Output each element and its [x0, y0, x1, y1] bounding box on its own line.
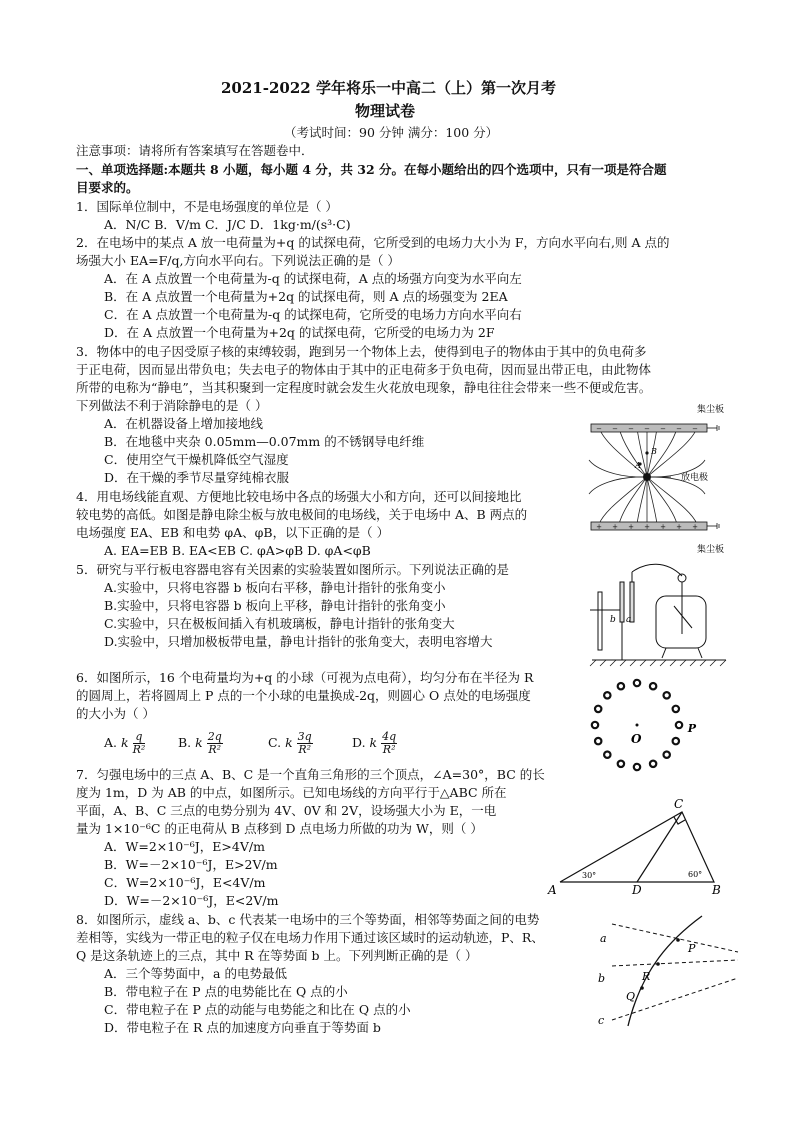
q4-discharge-electrode — [643, 473, 651, 481]
q4-point-b: B — [651, 447, 657, 456]
q7-point-a: A — [548, 883, 557, 897]
page-subtitle: 物理试卷 — [355, 102, 416, 120]
svg-text:−: − — [692, 425, 698, 433]
svg-text:−: − — [612, 425, 618, 433]
svg-text:−: − — [644, 425, 650, 433]
svg-text:−: − — [676, 425, 682, 433]
svg-text:+: + — [644, 523, 650, 531]
q6-option-a-label: A. — [104, 735, 118, 750]
q6-charge — [650, 683, 656, 689]
q6-k: k — [121, 735, 129, 750]
q7-point-b: B — [712, 883, 721, 897]
q6-charge — [604, 752, 610, 758]
svg-text:+: + — [596, 523, 602, 531]
q6-stem-3: 的大小为（ ） — [76, 706, 155, 721]
q2-option-b: B．在 A 点放置一个电荷量为+2q 的试探电荷，则 A 点的场强变为 2EA — [104, 289, 508, 304]
q6-charge — [676, 722, 682, 728]
q5-stem: 5．研究与平行板电容器电容有关因素的实验装置如图所示。下列说法正确的是 — [76, 562, 509, 577]
q6-option-a-fraction: $\frac{q}{\text{R²}}$ — [132, 730, 146, 756]
q2-stem-1: 2．在电场中的某点 A 放一电荷量为+q 的试探电荷，它所受到的电场力大小为 F，方向水平向右,则 A 点的 — [76, 235, 670, 250]
q4-point-a: A — [635, 461, 641, 470]
q4-mid-label: 放电极 — [681, 473, 709, 483]
svg-text:+: + — [660, 523, 666, 531]
svg-text:+: + — [676, 523, 682, 531]
q3-option-a: A．在机器设备上增加接地线 — [104, 416, 264, 431]
q3-option-d: D．在干燥的季节尽量穿纯棉衣服 — [104, 470, 290, 485]
q6-stem-1: 6．如图所示，16 个电荷量均为+q 的小球（可视为点电荷），均匀分布在半径为 R — [76, 670, 534, 685]
q8-label-c: c — [598, 1014, 605, 1027]
q7-stem-3: 平面，A、B、C 三点的电势分别为 4V、0V 和 2V，设场强大小为 E，一电 — [76, 803, 497, 818]
q6-charge — [595, 706, 601, 712]
q4-stem-3: 电场强度 EA、EB 和电势 φA、φB，以下正确的是（ ） — [76, 525, 390, 540]
q5-option-c: C.实验中，只在极板间插入有机玻璃板，静电计指针的张角变大 — [104, 616, 455, 631]
q5-option-a: A.实验中，只将电容器 b 板向右平移，静电计指针的张角变小 — [104, 580, 446, 595]
q5-option-b: B.实验中，只将电容器 b 板向上平移，静电计指针的张角变小 — [104, 598, 446, 613]
q6-option-d: D. k $\frac{4q}{\text{R²}}$ — [352, 730, 397, 756]
q7-option-b: B．W=－2×10⁻⁶J，E>2V/m — [104, 857, 278, 872]
q7-option-c: C．W=2×10⁻⁶J，E<4V/m — [104, 875, 266, 890]
q6-charge — [604, 692, 610, 698]
q6-point-label: P — [687, 722, 696, 735]
q6-charge — [634, 764, 640, 770]
q4-top-label: 集尘板 — [697, 405, 725, 415]
q2-option-a: A．在 A 点放置一个电荷量为-q 的试探电荷，A 点的场强方向变为水平向左 — [104, 271, 522, 286]
q4-stem-2: 较电势的高低。如图是静电除尘板与放电极间的电场线，关于电场中 A、B 两点的 — [76, 507, 528, 522]
page-title: 2021-2022 学年将乐一中高二（上）第一次月考 — [221, 79, 556, 97]
q4-options: A. EA=EB B. EA<EB C. φA>φB D. φA<φB — [104, 543, 371, 558]
q7-option-d: D．W=－2×10⁻⁶J，E<2V/m — [104, 893, 279, 908]
q2-option-d: D．在 A 点放置一个电荷量为+2q 的试探电荷，它所受的电场力为 2F — [104, 325, 495, 340]
q6-option-c-fraction: $\frac{3q}{\text{R²}}$ — [297, 730, 312, 756]
q1-stem: 1．国际单位制中，不是电场强度的单位是（ ） — [76, 199, 338, 214]
q6-charge — [673, 738, 679, 744]
q8-option-c: C．带电粒子在 P 点的动能与电势能之和比在 Q 点的小 — [104, 1002, 411, 1017]
q6-charge — [592, 722, 598, 728]
q6-ring-figure — [585, 670, 695, 780]
q5-capacitor-figure — [586, 562, 732, 674]
q8-label-r: R — [642, 970, 651, 983]
svg-text:+: + — [692, 523, 698, 531]
q3-option-c: C．使用空气干燥机降低空气湿度 — [104, 452, 289, 467]
q2-stem-2: 场强大小 EA=F/q,方向水平向右。下列说法正确的是（ ） — [76, 253, 400, 268]
q8-trajectory — [628, 916, 702, 1026]
q7-angle-b: 60° — [688, 870, 703, 879]
q6-charge — [650, 761, 656, 767]
q7-point-c: C — [674, 797, 684, 811]
q6-option-b: B. k $\frac{2q}{\text{R²}}$ — [178, 730, 222, 756]
q7-stem-1: 7．匀强电场中的三点 A、B、C 是一个直角三角形的三个顶点，∠A=30°，BC 的长 — [76, 767, 545, 782]
q6-charge — [664, 752, 670, 758]
q3-stem-4: 下列做法不利于消除静电的是（ ） — [76, 398, 268, 413]
q6-stem-2: 的圆周上，若将圆周上 P 点的一个小球的电量换成-2q，则圆心 O 点处的电场强度 — [76, 688, 531, 703]
q6-charge — [618, 761, 624, 767]
q6-charge — [673, 706, 679, 712]
q2-option-c: C．在 A 点放置一个电荷量为-q 的试探电荷，它所受的电场力方向水平向右 — [104, 307, 522, 322]
q4-precipitator-figure — [585, 398, 735, 558]
q6-center-label: O — [631, 732, 642, 746]
q8-label-a: a — [600, 932, 607, 945]
q6-option-b-fraction: $\frac{2q}{\text{R²}}$ — [207, 730, 222, 756]
exam-info: （考试时间：90 分钟 满分：100 分） — [284, 125, 499, 140]
svg-text:−: − — [628, 425, 634, 433]
q8-equipotential-figure — [592, 908, 742, 1030]
q8-option-b: B．带电粒子在 P 点的电势能比在 Q 点的小 — [104, 984, 348, 999]
q6-charge — [595, 738, 601, 744]
q7-stem-2: 度为 1m，D 为 AB 的中点，如图所示。已知电场线的方向平行于△ABC 所在 — [76, 785, 507, 800]
q5-option-d: D.实验中，只增加极板带电量，静电计指针的张角变大，表明电容增大 — [104, 634, 493, 649]
section-heading: 一、单项选择题:本题共 8 小题，每小题 4 分，共 32 分。在每小题给出的四个选项中，只有一项是符合题 — [76, 162, 667, 177]
q7-point-d: D — [632, 883, 642, 897]
q5-label-b: b — [610, 615, 616, 625]
q4-stem-1: 4．用电场线能直观、方便地比较电场中各点的场强大小和方向，还可以间接地比 — [76, 489, 522, 504]
svg-text:+: + — [612, 523, 618, 531]
q7-option-a: A．W=2×10⁻⁶J，E>4V/m — [104, 839, 265, 854]
q8-label-p: P — [688, 942, 696, 955]
q6-options — [104, 729, 145, 757]
q6-charge — [634, 680, 640, 686]
q5-label-a: a — [626, 615, 632, 625]
q8-option-a: A．三个等势面中，a 的电势最低 — [104, 966, 287, 981]
q6-charge — [664, 692, 670, 698]
q3-stem-1: 3．物体中的电子因受原子核的束缚较弱，跑到另一个物体上去，使得到电子的物体由于其中的负电荷多 — [76, 344, 647, 359]
q3-stem-3: 所带的电称为“静电”，当其积聚到一定程度时就会发生火花放电现象，静电往往会带来一些不便或危害。 — [76, 380, 652, 395]
q1-options: A．N/C B．V/m C．J/C D．1kg·m/(s³·C) — [104, 217, 351, 232]
q8-stem-1: 8．如图所示，虚线 a、b、c 代表某一电场中的三个等势面，相邻等势面之间的电势 — [76, 912, 540, 927]
q7-triangle-figure — [546, 798, 726, 900]
q8-stem-3: Q 是这条轨迹上的三点，其中 R 在等势面 b 上。下列判断正确的是（ ） — [76, 948, 478, 963]
q7-angle-a: 30° — [582, 871, 597, 880]
svg-text:−: − — [660, 425, 666, 433]
q6-option-c: C. k $\frac{3q}{\text{R²}}$ — [268, 730, 312, 756]
svg-text:−: − — [596, 425, 602, 433]
svg-text:+: + — [628, 523, 634, 531]
q7-stem-4: 量为 1×10⁻⁶C 的正电荷从 B 点移到 D 点电场力所做的功为 W，则（ ） — [76, 821, 483, 836]
q6-option-d-fraction: $\frac{4q}{\text{R²}}$ — [382, 730, 397, 756]
section-heading-cont: 目要求的。 — [76, 180, 139, 195]
q8-label-q: Q — [626, 990, 636, 1003]
q8-stem-2: 差相等，实线为一带正电的粒子仅在电场力作用下通过该区域时的运动轨迹，P、R、 — [76, 930, 544, 945]
q8-label-b: b — [598, 972, 606, 985]
notice: 注意事项：请将所有答案填写在答题卷中． — [76, 143, 314, 158]
q8-option-d: D．带电粒子在 R 点的加速度方向垂直于等势面 b — [104, 1020, 381, 1035]
q3-option-b: B．在地毯中夹杂 0.05mm—0.07mm 的不锈钢导电纤维 — [104, 434, 425, 449]
q4-bottom-label: 集尘板 — [697, 545, 725, 555]
q6-charge — [618, 683, 624, 689]
q3-stem-2: 于正电荷，因而显出带负电；失去电子的物体由于其中的正电荷多于负电荷，因而显出带正电，由此物体 — [76, 362, 652, 377]
